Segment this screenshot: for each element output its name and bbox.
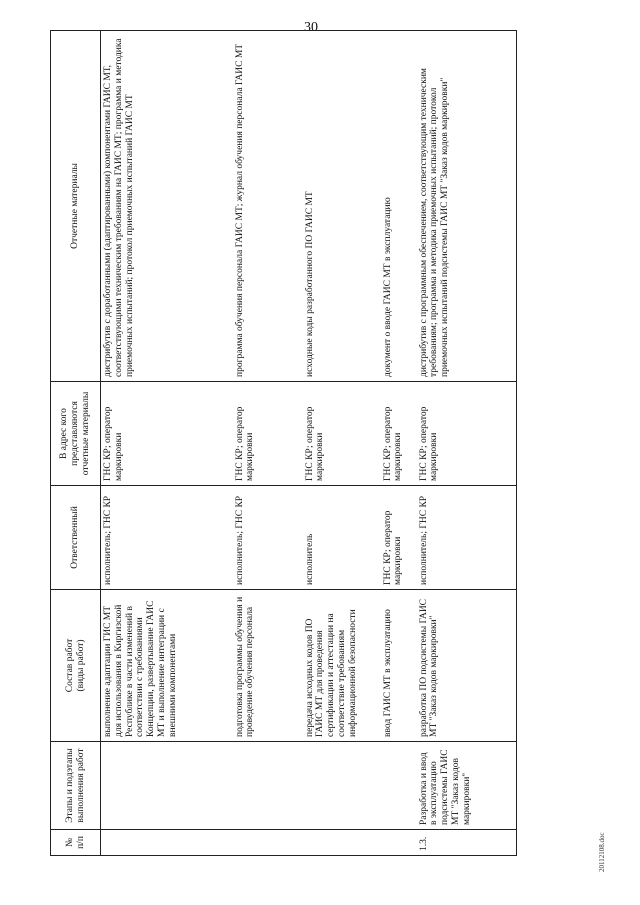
header-stages: Этапы и подэтапы выполнения работ <box>51 742 101 830</box>
cell-works: разработка ПО подсистемы ГАИС МТ "Заказ кодов маркировки" <box>417 590 517 742</box>
cell-stage <box>233 742 303 830</box>
cell-stage: Разработка и ввод в эксплуатацию подсистемы ГАИС МТ "Заказ кодов маркировки" <box>417 742 517 830</box>
cell-works: передача исходных кодов ПО ГАИС МТ для проведения сертификации и аттестации на соответствие требованиям информационной безопасности <box>303 590 381 742</box>
cell-recipient: ГНС КР; оператор маркировки <box>101 382 233 486</box>
table-row <box>101 31 233 856</box>
cell-num <box>381 830 417 856</box>
cell-materials: дистрибутив с доработанными (адаптированными) компонентами ГАИС МТ, соответствующими техническим требованиям на ГАИС МТ; программа и методика приемочных испытаний; протокол приемочных испытаний ГАИС МТ <box>101 31 233 382</box>
file-name-footer: 20112108.doc <box>598 832 606 872</box>
cell-works: подготовка программы обучения и проведение обучения персонала <box>233 590 303 742</box>
cell-stage <box>101 742 233 830</box>
cell-recipient: ГНС КР; оператор маркировки <box>303 382 381 486</box>
cell-num <box>233 830 303 856</box>
header-works: Состав работ (виды работ) <box>51 590 101 742</box>
rotated-table-container <box>50 30 570 856</box>
cell-recipient: ГНС КР; оператор маркировки <box>381 382 417 486</box>
cell-materials: документ о вводе ГАИС МТ в эксплуатацию <box>381 31 417 382</box>
cell-stage <box>381 742 417 830</box>
cell-works: выполнение адаптации ГИС МТ для использования в Киргизской Республике в части изменений в соответствии с требованиями Концепции, развертывание ГАИС МТ и выполнение интеграции с внешними компонентами <box>101 590 233 742</box>
cell-responsible: исполнитель; ГНС КР <box>233 486 303 590</box>
table-row <box>233 31 303 856</box>
cell-materials: дистрибутив с программным обеспечением, соответствующим техническим требованиям; программа и методика приемочных испытаний; протокол приемочных испытаний подсистемы ГАИС МТ "Заказ кодов маркировки" <box>417 31 517 382</box>
cell-num <box>303 830 381 856</box>
cell-works: ввод ГАИС МТ в эксплуатацию <box>381 590 417 742</box>
cell-recipient: ГНС КР; оператор маркировки <box>233 382 303 486</box>
table-row <box>381 31 417 856</box>
cell-recipient: ГНС КР; оператор маркировки <box>417 382 517 486</box>
table-header-row <box>51 31 101 856</box>
table-row <box>417 31 517 856</box>
page-number: 30 <box>304 20 318 35</box>
cell-responsible: ГНС КР; оператор маркировки <box>381 486 417 590</box>
cell-responsible: исполнитель; ГНС КР <box>417 486 517 590</box>
work-schedule-table <box>50 30 517 856</box>
cell-responsible: исполнитель <box>303 486 381 590</box>
cell-num: 1.3. <box>417 830 517 856</box>
header-responsible: Ответственный <box>51 486 101 590</box>
cell-responsible: исполнитель; ГНС КР <box>101 486 233 590</box>
table-row <box>303 31 381 856</box>
cell-stage <box>303 742 381 830</box>
cell-num <box>101 830 233 856</box>
header-recipient: В адрес кого представляются отчетные материалы <box>51 382 101 486</box>
header-materials: Отчетные материалы <box>51 31 101 382</box>
header-number: № п/п <box>51 830 101 856</box>
cell-materials: исходные коды разработанного ПО ГАИС МТ <box>303 31 381 382</box>
cell-materials: программа обучения персонала ГАИС МТ; журнал обучения персонала ГАИС МТ <box>233 31 303 382</box>
